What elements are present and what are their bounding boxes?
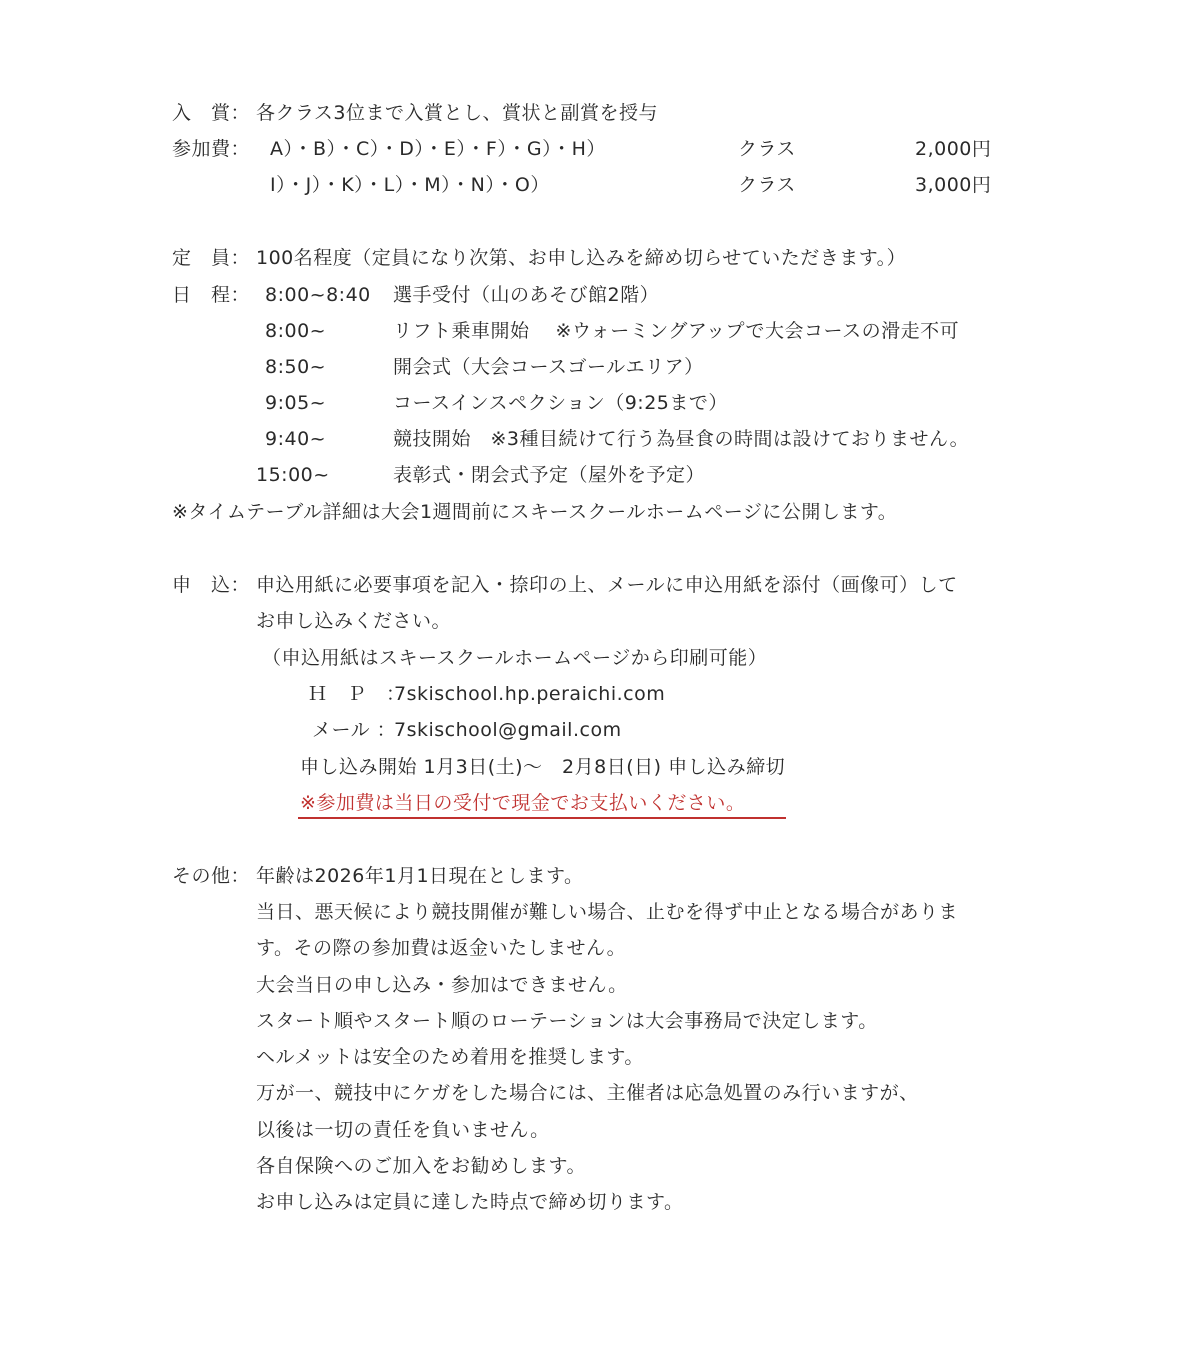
other-line: 万が一、競技中にケガをした場合には、主催者は応急処置のみ行いますが、: [256, 1082, 919, 1104]
application-label: 申 込：: [172, 574, 251, 596]
other-line: す。その際の参加費は返金いたしません。: [256, 937, 627, 959]
application-line-1: 申込用紙に必要事項を記入・捺印の上、メールに申込用紙を添付（画像可）して: [256, 574, 958, 596]
schedule-event: 開会式（大会コースゴールエリア）: [393, 356, 704, 378]
other-line: スタート順やスタート順のローテーションは大会事務局で決定します。: [256, 1010, 878, 1032]
other-line: 大会当日の申し込み・参加はできません。: [256, 974, 628, 996]
schedule-time: 9:40~: [265, 428, 327, 450]
schedule-time: 8:00~8:40: [265, 284, 371, 306]
fee-label: 参加費：: [172, 138, 251, 160]
mail-address: 7skischool@gmail.com: [394, 719, 622, 741]
other-line: 以後は一切の責任を負いません。: [256, 1119, 550, 1141]
award-text: 各クラス3位まで入賞とし、賞状と副賞を授与: [256, 102, 659, 124]
hp-url: 7skischool.hp.peraichi.com: [394, 683, 666, 705]
schedule-time: 8:00~: [265, 320, 327, 342]
fee-row-2-class-word: クラス: [738, 174, 796, 196]
schedule-time: 15:00~: [256, 464, 330, 486]
capacity-label: 定 員：: [172, 247, 251, 269]
award-label: 入 賞：: [172, 102, 251, 124]
schedule-event: 表彰式・閉会式予定（屋外を予定）: [393, 464, 706, 486]
schedule-event: コースインスペクション（9:25まで）: [393, 392, 728, 414]
payment-note: ※参加費は当日の受付で現金でお支払いください。: [300, 792, 746, 814]
fee-row-1-classes: A）・B）・C）・D）・E）・F）・G）・H）: [270, 138, 606, 160]
schedule-event: リフト乗車開始 ※ウォーミングアップで大会コースの滑走不可: [393, 320, 960, 342]
application-line-2: お申し込みください。: [256, 610, 452, 632]
fee-row-1-class-word: クラス: [738, 138, 796, 160]
capacity-text: 100名程度（定員になり次第、お申し込みを締め切らせていただきます。）: [256, 247, 907, 269]
application-period: 申し込み開始 1月3日(土)～ 2月8日(日) 申し込み締切: [300, 756, 786, 778]
fee-row-2-classes: I）・J）・K）・L）・M）・N）・O）: [270, 174, 550, 196]
schedule-label: 日 程：: [172, 284, 251, 306]
other-line: お申し込みは定員に達した時点で締め切ります。: [256, 1191, 684, 1213]
other-line: ヘルメットは安全のため着用を推奨します。: [256, 1046, 644, 1068]
payment-note-underline: [298, 817, 786, 819]
other-line: 年齢は2026年1月1日現在とします。: [256, 865, 584, 887]
hp-label: Ｈ Ｐ ：: [308, 683, 406, 705]
fee-row-2-amount: 3,000円: [915, 174, 992, 196]
schedule-note: ※タイムテーブル詳細は大会1週間前にスキースクールホームページに公開します。: [172, 501, 898, 523]
other-line: 各自保険へのご加入をお勧めします。: [256, 1155, 586, 1177]
schedule-event: 選手受付（山のあそび館2階）: [393, 284, 660, 306]
schedule-time: 8:50~: [265, 356, 327, 378]
application-line-3: （申込用紙はスキースクールホームページから印刷可能）: [262, 647, 768, 669]
fee-row-1-amount: 2,000円: [915, 138, 992, 160]
schedule-time: 9:05~: [265, 392, 327, 414]
mail-label: メール ：: [312, 719, 397, 741]
other-line: 当日、悪天候により競技開催が難しい場合、止むを得ず中止となる場合がありま: [256, 901, 959, 923]
other-label: その他：: [172, 865, 251, 887]
schedule-event: 競技開始 ※3種目続けて行う為昼食の時間は設けておりません。: [393, 428, 970, 450]
